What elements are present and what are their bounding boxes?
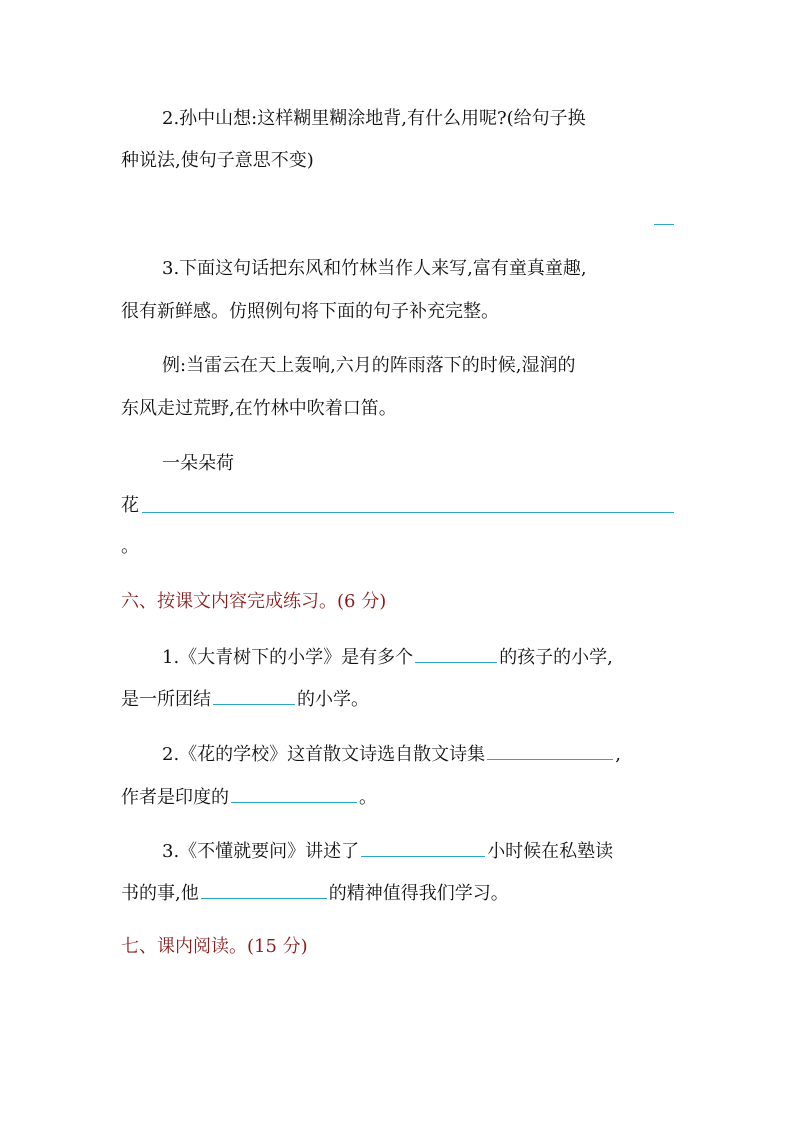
- q5-item2-line1: 2.孙中山想:这样糊里糊涂地背,有什么用呢?(给句子换: [162, 108, 586, 129]
- s6-item2-text-c: 作者是印度的: [121, 787, 229, 808]
- s6-item3-text-c: 书的事,他: [121, 883, 199, 904]
- q5-prompt-line2: 花: [121, 495, 139, 516]
- q5-item2-line2: 种说法,使句子意思不变): [121, 150, 314, 171]
- s6-item1-line1: [162, 644, 613, 670]
- answer-line-q5-3[interactable]: [142, 512, 674, 513]
- blank-s6-2a[interactable]: [487, 741, 613, 760]
- s6-item1-line2: [121, 686, 369, 712]
- s6-item2-text-d: 。: [359, 787, 377, 808]
- answer-line-q5-2[interactable]: [654, 224, 674, 225]
- s6-item2-line1: [162, 741, 621, 767]
- s6-item3-text-d: 的精神值得我们学习。: [328, 883, 509, 904]
- s6-item3-text-b: 小时候在私塾读: [487, 841, 614, 862]
- s6-item1-text-d: 的小学。: [297, 689, 369, 710]
- section7-heading: 七、课内阅读。(15 分): [121, 936, 308, 957]
- s6-item3-line2: [121, 880, 509, 906]
- blank-s6-1b[interactable]: [213, 686, 295, 705]
- q5-example-line2: 东风走过荒野,在竹林中吹着口笛。: [121, 398, 397, 419]
- s6-item3-text-a: 3.《不懂就要问》讲述了: [162, 841, 360, 862]
- q5-item3-line2: 很有新鲜感。仿照例句将下面的句子补充完整。: [121, 301, 499, 322]
- blank-s6-3b[interactable]: [201, 880, 327, 899]
- blank-s6-2b[interactable]: [231, 784, 357, 803]
- blank-s6-1a[interactable]: [415, 644, 497, 663]
- s6-item1-text-a: 1.《大青树下的小学》是有多个: [162, 647, 414, 668]
- q5-prompt-end: 。: [121, 536, 139, 557]
- s6-item2-text-a: 2.《花的学校》这首散文诗选自散文诗集: [162, 744, 486, 765]
- s6-item1-text-c: 是一所团结: [121, 689, 211, 710]
- s6-item1-text-b: 的孩子的小学,: [499, 647, 613, 668]
- blank-s6-3a[interactable]: [361, 838, 485, 857]
- q5-prompt-line1: 一朵朵荷: [162, 453, 234, 474]
- s6-item2-text-b: ,: [615, 744, 621, 765]
- q5-example-line1: 例:当雷云在天上轰响,六月的阵雨落下的时候,湿润的: [162, 355, 576, 376]
- q5-item3-line1: 3.下面这句话把东风和竹林当作人来写,富有童真童趣,: [162, 258, 587, 279]
- section6-heading: 六、按课文内容完成练习。(6 分): [121, 591, 387, 612]
- s6-item3-line1: [162, 838, 613, 864]
- s6-item2-line2: [121, 784, 377, 810]
